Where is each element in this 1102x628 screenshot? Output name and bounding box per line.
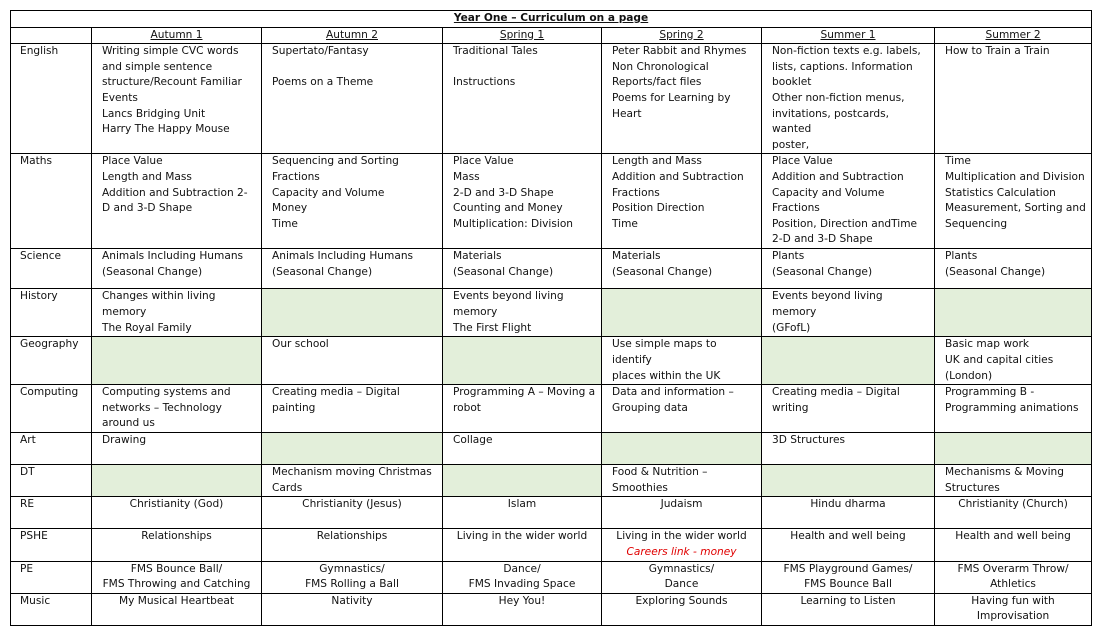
cell-text: (Seasonal Change) [772, 265, 873, 278]
cell-text: Animals Including Humans [102, 250, 244, 263]
cell-text: 2-D and 3-D Shape [772, 233, 873, 246]
curriculum-cell [443, 154, 602, 249]
cell-text: memory [453, 305, 498, 318]
curriculum-cell [602, 337, 762, 385]
curriculum-cell [262, 497, 443, 529]
curriculum-cell [92, 497, 262, 529]
cell-text: UK and capital cities [945, 353, 1054, 366]
subject-row-science [11, 249, 1092, 289]
cell-text: Programming B - [945, 386, 1035, 399]
subject-label: History [11, 289, 92, 337]
cell-text: FMS Playground Games/ [783, 562, 913, 575]
cell-text: Time [612, 217, 638, 230]
curriculum-cell [762, 249, 935, 289]
curriculum-cell [762, 44, 935, 154]
cell-text: Other non-fiction menus, [772, 91, 905, 104]
cell-text: Relationships [316, 530, 388, 543]
cell-text: Basic map work [945, 338, 1029, 351]
cell-text: FMS Throwing and Catching [102, 578, 251, 591]
curriculum-cell [602, 465, 762, 497]
cell-text: Reports/fact files [612, 76, 702, 89]
cell-text: Exploring Sounds [635, 594, 728, 607]
cell-text: (GFofL) [772, 321, 811, 334]
cell-text: Gymnastics/ [648, 562, 715, 575]
cell-text [272, 60, 438, 76]
cell-text: The First Flight [453, 321, 532, 334]
cell-text: (Seasonal Change) [945, 265, 1046, 278]
cell-text: FMS Bounce Ball/ [130, 562, 223, 575]
curriculum-cell [92, 289, 262, 337]
curriculum-cell [262, 44, 443, 154]
cell-text: Athletics [990, 578, 1036, 591]
cell-text: structure/Recount Familiar [102, 76, 242, 89]
curriculum-cell [935, 154, 1092, 249]
cell-text: Lancs Bridging Unit [102, 107, 206, 120]
curriculum-cell [443, 593, 602, 625]
curriculum-cell [935, 44, 1092, 154]
cell-text: (Seasonal Change) [272, 265, 373, 278]
cell-text: Statistics Calculation [945, 186, 1056, 199]
cell-text: Christianity (God) [129, 498, 224, 511]
curriculum-cell [262, 289, 443, 337]
curriculum-cell [92, 249, 262, 289]
cell-text: poster, [772, 138, 810, 151]
subject-label: Science [11, 249, 92, 289]
cell-text: robot [453, 401, 481, 414]
subject-row-re [11, 497, 1092, 529]
cell-text: Smoothies [612, 481, 668, 494]
cell-text: Materials [453, 250, 502, 263]
cell-text: invitations, postcards, wanted [772, 107, 890, 136]
cell-text: booklet [772, 76, 812, 89]
subject-label: PSHE [11, 529, 92, 561]
cell-text: FMS Invading Space [468, 578, 576, 591]
cell-text: Islam [507, 498, 537, 511]
curriculum-cell [602, 154, 762, 249]
cell-text: Programming A – Moving a [453, 386, 596, 399]
curriculum-cell [262, 385, 443, 433]
cell-text: FMS Rolling a Ball [305, 578, 399, 591]
cell-text: (Seasonal Change) [612, 265, 713, 278]
term-header: Autumn 1 [92, 27, 262, 44]
subject-label: PE [11, 561, 92, 593]
subject-label: Music [11, 593, 92, 625]
cell-text: Traditional Tales [453, 45, 538, 58]
cell-text: Improvisation [976, 610, 1050, 623]
subject-row-maths [11, 154, 1092, 249]
cell-text: 3D Structures [772, 434, 846, 447]
subject-label: English [11, 44, 92, 154]
cell-text: Addition and Subtraction 2- [102, 186, 248, 199]
curriculum-cell [602, 44, 762, 154]
cell-text: Living in the wider world [616, 530, 747, 543]
cell-text: Place Value [453, 155, 514, 168]
cell-text: (London) [945, 369, 993, 382]
subject-row-dt [11, 465, 1092, 497]
curriculum-cell [762, 337, 935, 385]
cell-text: Grouping data [612, 401, 688, 414]
cell-text: Hindu dharma [810, 498, 886, 511]
subject-label: Computing [11, 385, 92, 433]
cell-text: Programming animations [945, 401, 1079, 414]
curriculum-cell [762, 154, 935, 249]
curriculum-cell [92, 44, 262, 154]
term-header-row [11, 27, 1092, 44]
curriculum-cell [92, 337, 262, 385]
cell-text: Place Value [102, 155, 163, 168]
cell-text: Christianity (Church) [958, 498, 1068, 511]
subject-label: Geography [11, 337, 92, 385]
cell-text: Fractions [272, 170, 320, 183]
cell-text: Fractions [612, 186, 660, 199]
curriculum-cell [935, 497, 1092, 529]
curriculum-cell [935, 593, 1092, 625]
cell-text: Health and well being [790, 530, 906, 543]
subject-row-geography [11, 337, 1092, 385]
subject-label: Art [11, 433, 92, 465]
curriculum-cell [602, 249, 762, 289]
curriculum-cell [935, 385, 1092, 433]
curriculum-cell [443, 465, 602, 497]
cell-text [453, 60, 597, 76]
cell-text: Events beyond living [453, 290, 564, 303]
curriculum-cell [92, 529, 262, 561]
curriculum-cell [443, 433, 602, 465]
cell-text: Mass [453, 170, 480, 183]
cell-text: Animals Including Humans [272, 250, 414, 263]
cell-text: Gymnastics/ [319, 562, 385, 575]
cell-text: Judaism [660, 498, 703, 511]
curriculum-cell [443, 529, 602, 561]
cell-text: FMS Bounce Ball [804, 578, 892, 591]
curriculum-cell [443, 385, 602, 433]
cell-text: D and 3-D Shape [102, 202, 193, 215]
cell-text: Data and information – [612, 386, 734, 399]
cell-text: Plants [945, 250, 978, 263]
curriculum-cell [262, 593, 443, 625]
curriculum-cell [262, 561, 443, 593]
cell-text: Events beyond living memory [772, 290, 883, 318]
cell-text: (Seasonal Change) [453, 265, 554, 278]
cell-text: writing [772, 401, 809, 414]
careers-link-note: Careers link - money [626, 545, 737, 558]
curriculum-cell [443, 337, 602, 385]
cell-text: Supertato/Fantasy [272, 45, 369, 58]
cell-text: Position Direction [612, 202, 705, 215]
cell-text: Computing systems and [102, 386, 231, 399]
cell-text: Measurement, Sorting and [945, 202, 1086, 215]
cell-text: Our school [272, 338, 329, 351]
cell-text: The Royal Family [102, 321, 192, 334]
curriculum-cell [602, 529, 762, 561]
curriculum-cell [762, 529, 935, 561]
curriculum-cell [762, 289, 935, 337]
corner-cell [11, 27, 92, 44]
curriculum-cell [602, 561, 762, 593]
curriculum-cell [602, 385, 762, 433]
term-header: Autumn 2 [262, 27, 443, 44]
term-header: Spring 2 [602, 27, 762, 44]
cell-text: Relationships [141, 530, 212, 543]
cell-text: Sequencing and Sorting [272, 155, 399, 168]
cell-text: Harry The Happy Mouse [102, 123, 230, 136]
cell-text: Plants [772, 250, 805, 263]
curriculum-cell [92, 593, 262, 625]
cell-text: Non Chronological [612, 60, 709, 73]
cell-text: Heart [612, 107, 642, 120]
curriculum-cell [443, 249, 602, 289]
subject-row-pshe [11, 529, 1092, 561]
cell-text: Multiplication and Division [945, 170, 1085, 183]
curriculum-cell [762, 497, 935, 529]
cell-text: Poems on a Theme [272, 76, 374, 89]
cell-text: Events [102, 91, 138, 104]
cell-text: Writing simple CVC words [102, 45, 239, 58]
cell-text: FMS Overarm Throw/ [957, 562, 1069, 575]
cell-text: Money [272, 202, 308, 215]
cell-text: Addition and Subtraction [612, 170, 744, 183]
curriculum-table [10, 10, 1092, 626]
curriculum-cell [935, 529, 1092, 561]
subject-label: RE [11, 497, 92, 529]
cell-text: Capacity and Volume [272, 186, 385, 199]
cell-text: Time [272, 217, 298, 230]
cell-text: Multiplication: Division [453, 217, 574, 230]
subject-row-music [11, 593, 1092, 625]
cell-text: Addition and Subtraction [772, 170, 904, 183]
curriculum-cell [762, 593, 935, 625]
term-header: Summer 2 [935, 27, 1092, 44]
cell-text: Creating media – Digital [772, 386, 900, 399]
cell-text: Instructions [453, 76, 516, 89]
term-header: Summer 1 [762, 27, 935, 44]
cell-text: Cards [272, 481, 303, 494]
curriculum-cell [92, 154, 262, 249]
cell-text: Position, Direction andTime [772, 217, 918, 230]
curriculum-cell [443, 289, 602, 337]
cell-text: networks – Technology [102, 401, 222, 414]
curriculum-cell [935, 561, 1092, 593]
term-header: Spring 1 [443, 27, 602, 44]
cell-text: Mechanisms & Moving [945, 466, 1064, 479]
curriculum-cell [602, 289, 762, 337]
curriculum-cell [762, 561, 935, 593]
curriculum-cell [602, 433, 762, 465]
curriculum-cell [262, 529, 443, 561]
cell-text: Living in the wider world [456, 530, 588, 543]
curriculum-cell [935, 433, 1092, 465]
curriculum-cell [443, 44, 602, 154]
cell-text: Christianity (Jesus) [302, 498, 402, 511]
cell-text: Hey You! [498, 594, 546, 607]
curriculum-cell [935, 289, 1092, 337]
curriculum-cell [443, 497, 602, 529]
curriculum-cell [602, 497, 762, 529]
cell-text: How to Train a Train [945, 45, 1050, 58]
cell-text: Place Value [772, 155, 833, 168]
cell-text: Capacity and Volume [772, 186, 885, 199]
cell-text: Peter Rabbit and Rhymes [612, 45, 747, 58]
subject-row-history [11, 289, 1092, 337]
curriculum-cell [935, 465, 1092, 497]
curriculum-cell [262, 249, 443, 289]
cell-text: Structures [945, 481, 1000, 494]
curriculum-cell [935, 337, 1092, 385]
cell-text: 2-D and 3-D Shape [453, 186, 554, 199]
curriculum-cell [262, 433, 443, 465]
cell-text: Sequencing [945, 217, 1008, 230]
cell-text: painting [272, 401, 316, 414]
curriculum-cell [762, 433, 935, 465]
cell-text: Nativity [331, 594, 373, 607]
cell-text: Changes within living memory [102, 290, 216, 318]
curriculum-cell [762, 385, 935, 433]
curriculum-cell [92, 561, 262, 593]
subject-row-computing [11, 385, 1092, 433]
subject-row-english [11, 44, 1092, 154]
curriculum-cell [92, 433, 262, 465]
cell-text: Poems for Learning by [612, 91, 731, 104]
subject-row-pe [11, 561, 1092, 593]
cell-text: Having fun with [971, 594, 1055, 607]
curriculum-cell [262, 337, 443, 385]
cell-text: Time [945, 155, 971, 168]
curriculum-cell [443, 561, 602, 593]
curriculum-cell [935, 249, 1092, 289]
cell-text: Food & Nutrition – [612, 466, 708, 479]
subject-row-art [11, 433, 1092, 465]
curriculum-cell [92, 385, 262, 433]
curriculum-cell [92, 465, 262, 497]
page-title: Year One – Curriculum on a page [11, 11, 1092, 28]
cell-text: Length and Mass [102, 170, 192, 183]
cell-text: lists, captions. Information [772, 60, 913, 73]
curriculum-cell [262, 154, 443, 249]
cell-text: places within the UK [612, 369, 721, 382]
cell-text: Materials [612, 250, 661, 263]
cell-text: Mechanism moving Christmas [272, 466, 432, 479]
cell-text: Length and Mass [612, 155, 702, 168]
cell-text: Health and well being [955, 530, 1071, 543]
cell-text: Learning to Listen [800, 594, 896, 607]
curriculum-cell [602, 593, 762, 625]
cell-text: Use simple maps to identify [612, 338, 717, 366]
cell-text: Dance [664, 578, 699, 591]
cell-text: Non-fiction texts e.g. labels, [772, 45, 921, 58]
cell-text: Drawing [102, 434, 147, 447]
cell-text: Counting and Money [453, 202, 563, 215]
cell-text: and simple sentence [102, 60, 213, 73]
cell-text: Dance/ [503, 562, 541, 575]
cell-text: Collage [453, 434, 493, 447]
cell-text: My Musical Heartbeat [118, 594, 235, 607]
curriculum-cell [762, 465, 935, 497]
cell-text: Fractions [772, 202, 820, 215]
cell-text: Creating media – Digital [272, 386, 400, 399]
curriculum-cell [262, 465, 443, 497]
cell-text: (Seasonal Change) [102, 265, 203, 278]
cell-text: around us [102, 417, 155, 430]
subject-label: Maths [11, 154, 92, 249]
subject-label: DT [11, 465, 92, 497]
